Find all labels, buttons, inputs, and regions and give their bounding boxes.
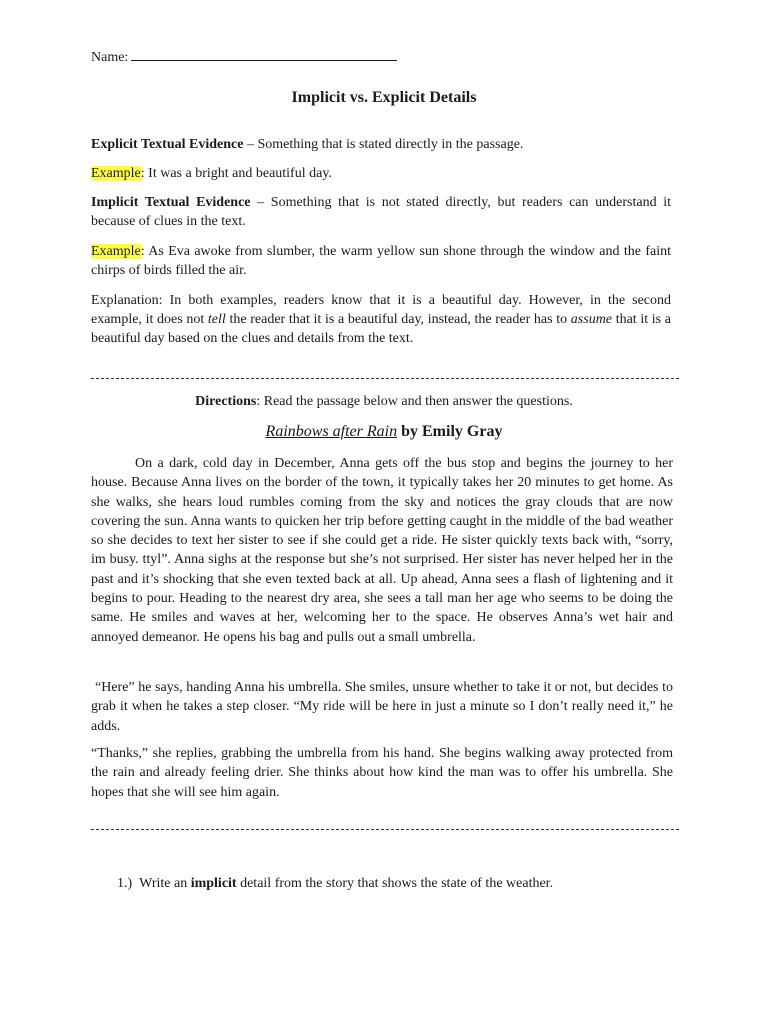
implicit-example-label: Example	[91, 244, 141, 259]
explanation-assume: assume	[570, 312, 613, 327]
implicit-definition-text: – Something that is not stated directly, but readers can understand it because of clues in the text.	[91, 195, 671, 229]
story-title-text: Rainbows after Rain	[265, 423, 398, 440]
question-1	[117, 874, 553, 893]
name-field	[91, 48, 397, 67]
story-title	[0, 422, 768, 441]
section-divider-top	[91, 378, 679, 379]
explicit-term: Explicit Textual Evidence	[91, 137, 244, 152]
explicit-definition-text: – Something that is stated directly in the passage.	[243, 137, 524, 152]
question-1-after: detail from the story that shows the state of the weather.	[236, 876, 554, 891]
story-paragraph-1: On a dark, cold day in December, Anna gets off the bus stop and begins the journey to her house. Because Anna lives on the border of the town, it typically takes her 20 minutes to get home. As she walks, she hears loud rumbles coming from the sky and notices the gray clouds that are now covering the sun. Anna wants to quicken her trip before getting caught in the middle of the bad weather so she decides to text her sister to see if she could get a ride. He sister quickly texts back with, “sorry, im busy. ttyl”. Anna sighs at the response but she’s not surprised. Her sister has never helped her in the past and it’s shocking that she even texted back at all. Up ahead, Anna sees a flash of lightening and it begins to pour. Heading to the nearest dry area, she sees a tall man her age who seems to be doing the same. He smiles and waves at her, welcoming her to the space. He observes Anna’s wet hair and annoyed demeanor. He opens his bag and pulls out a small umbrella.	[91, 456, 673, 645]
explanation-part2: the reader that it is a beautiful day, instead, the reader has to	[225, 312, 571, 327]
page-title: Implicit vs. Explicit Details	[291, 89, 477, 106]
implicit-definition	[91, 193, 671, 231]
question-1-bold: implicit	[190, 876, 237, 891]
story-byline: by Emily Gray	[397, 423, 503, 440]
explicit-example	[91, 164, 671, 183]
explicit-example-label: Example	[91, 166, 141, 181]
story-paragraph-2: “Here” he says, handing Anna his umbrella. She smiles, unsure whether to take it or not, but decides to grab it when he takes a step closer. “My ride will be here in just a minute so I don’t really need it,” he adds.	[91, 680, 673, 734]
explanation-part3: that it is a beautiful day based on the clues and details from the text.	[91, 312, 672, 346]
question-1-number: 1.)	[117, 876, 133, 891]
implicit-example-text: : As Eva awoke from slumber, the warm yellow sun shone through the window and the faint chirps of birds filled the air.	[91, 244, 671, 278]
implicit-term: Implicit Textual Evidence	[91, 195, 251, 210]
explanation-paragraph	[91, 291, 671, 348]
directions-label: Directions	[195, 394, 257, 409]
question-1-before: Write an	[139, 876, 191, 891]
story-paragraph-3: “Thanks,” she replies, grabbing the umbrella from his hand. She begins walking away protected from the rain and already feeling drier. She thinks about how kind the man was to offer his umbrella. She hopes that she will see him again.	[91, 746, 673, 800]
implicit-example	[91, 242, 671, 280]
directions-text: : Read the passage below and then answer the questions.	[256, 394, 573, 409]
name-blank-line	[131, 48, 397, 61]
directions	[0, 392, 768, 411]
explicit-definition	[91, 135, 671, 154]
section-divider-bottom	[91, 829, 679, 830]
explicit-example-text: : It was a bright and beautiful day.	[140, 166, 332, 181]
name-label: Name:	[91, 50, 129, 65]
explanation-tell: tell	[207, 312, 226, 327]
explanation-part1: Explanation: In both examples, readers know that it is a beautiful day. However, in the second example, it does not	[91, 293, 671, 327]
